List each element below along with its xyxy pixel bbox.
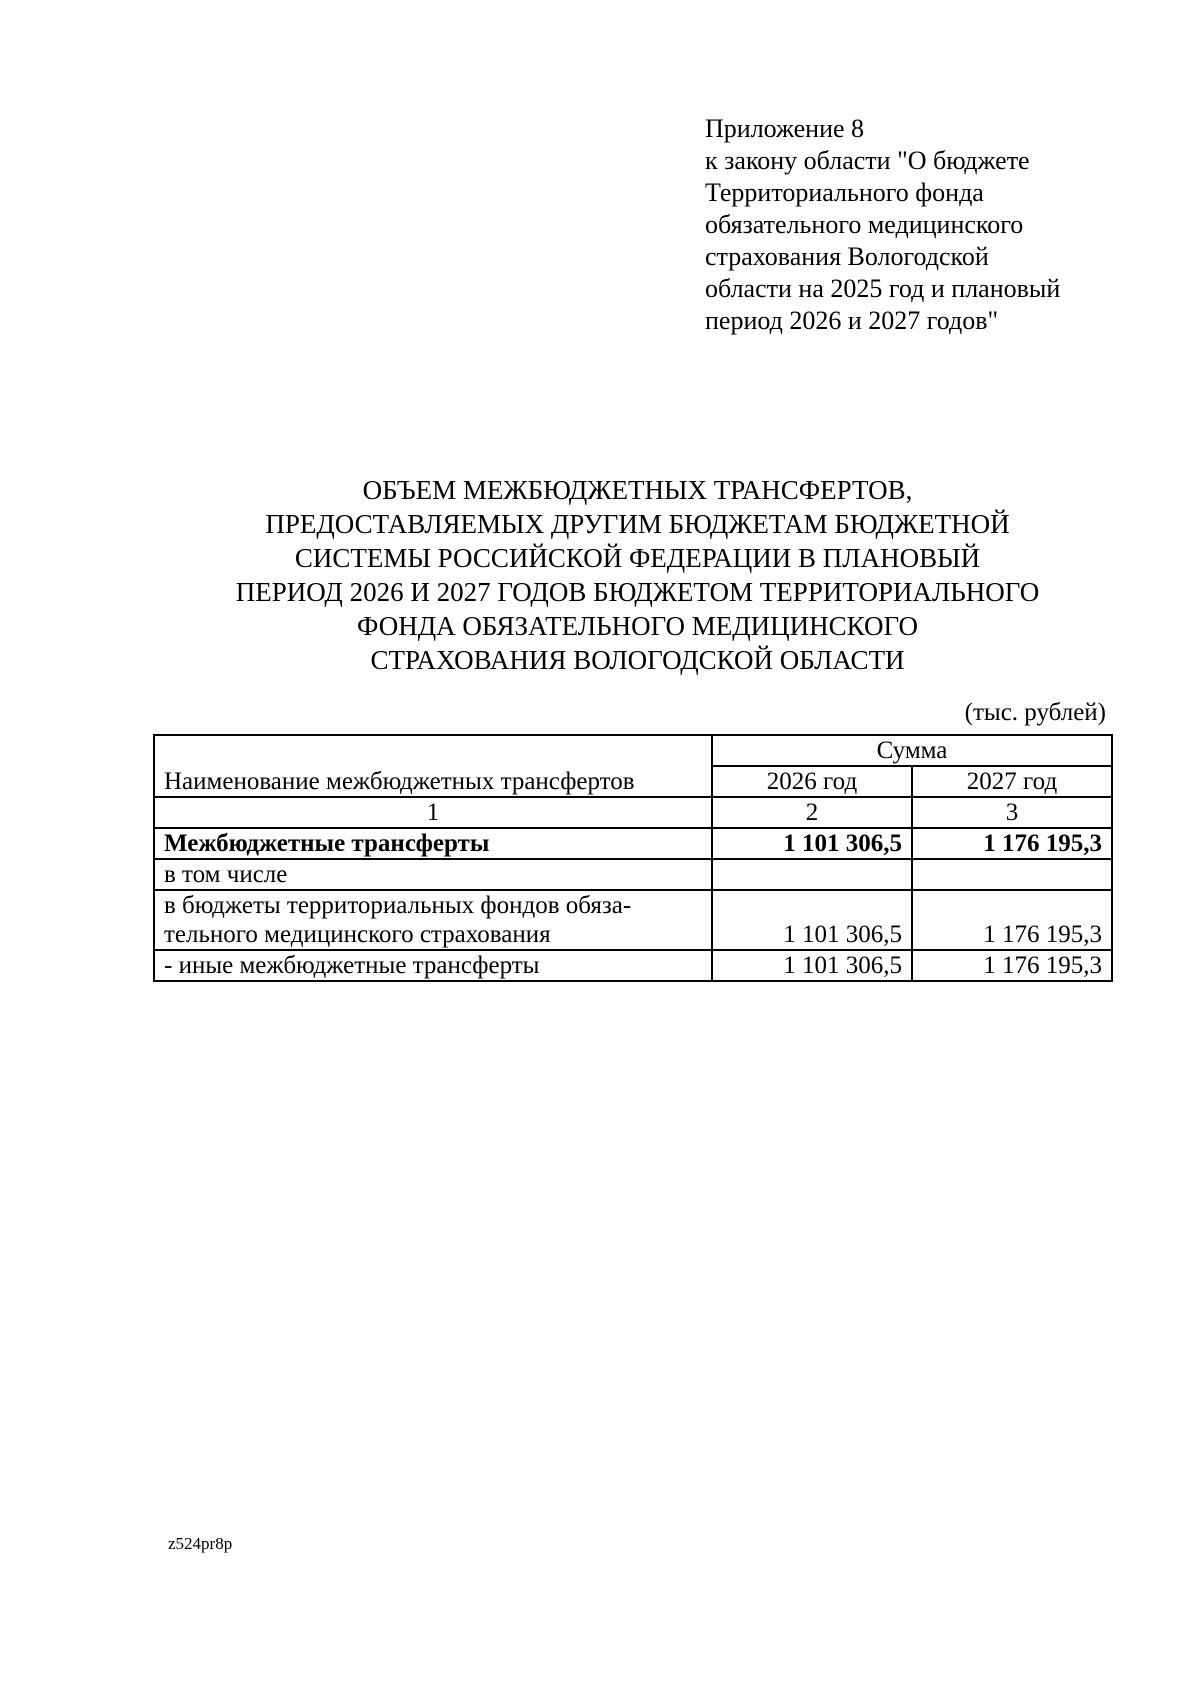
transfers-table <box>153 734 1113 982</box>
row-name: Межбюджетные трансферты <box>154 828 712 859</box>
row-value-2026 <box>712 859 912 890</box>
table-colnum-row <box>154 797 1112 828</box>
row-value-2026: 1 101 306,5 <box>712 950 912 981</box>
row-value-2026: 1 101 306,5 <box>712 890 912 950</box>
title-line: ОБЪЕМ МЕЖБЮДЖЕТНЫХ ТРАНСФЕРТОВ, <box>362 475 913 505</box>
header-year-2027: 2027 год <box>912 766 1112 797</box>
table-row-other-transfers <box>154 950 1112 981</box>
title-line: ФОНДА ОБЯЗАТЕЛЬНОГО МЕДИЦИНСКОГО <box>357 611 918 641</box>
header-sum-cell: Сумма <box>712 735 1112 766</box>
document-code: z524pr8p <box>168 1534 233 1553</box>
header-name-cell: Наименование межбюджетных трансфертов <box>154 735 712 797</box>
title-line: ПЕРИОД 2026 И 2027 ГОДОВ БЮДЖЕТОМ ТЕРРИТОРИАЛЬНОГО <box>235 577 1040 607</box>
col-number-1: 1 <box>154 797 712 828</box>
appendix-line: Территориального фонда <box>705 178 984 207</box>
title-line: СТРАХОВАНИЯ ВОЛОГОДСКОЙ ОБЛАСТИ <box>370 645 905 675</box>
row-name-line: тельного медицинского страхования <box>164 921 551 948</box>
appendix-line: обязательного медицинского <box>705 210 1024 239</box>
row-value-2026: 1 101 306,5 <box>712 828 912 859</box>
appendix-line: период 2026 и 2027 годов" <box>705 306 999 335</box>
col-number-2: 2 <box>712 797 912 828</box>
row-name-line: в бюджеты территориальных фондов обяза- <box>164 892 632 919</box>
appendix-line: Приложение 8 <box>705 114 865 143</box>
appendix-header <box>705 113 1145 337</box>
title-line: СИСТЕМЫ РОССИЙСКОЙ ФЕДЕРАЦИИ В ПЛАНОВЫЙ <box>294 543 981 573</box>
row-value-2027: 1 176 195,3 <box>912 950 1112 981</box>
row-value-2027 <box>912 859 1112 890</box>
row-value-2027: 1 176 195,3 <box>912 890 1112 950</box>
table-row-including <box>154 859 1112 890</box>
col-number-3: 3 <box>912 797 1112 828</box>
document-title <box>150 473 1125 677</box>
row-name <box>154 890 712 950</box>
appendix-line: области на 2025 год и плановый <box>705 274 1061 303</box>
units-label: (тыс. рублей) <box>964 699 1106 726</box>
appendix-line: страхования Вологодской <box>705 242 989 271</box>
row-value-2027: 1 176 195,3 <box>912 828 1112 859</box>
header-year-2026: 2026 год <box>712 766 912 797</box>
appendix-line: к закону области "О бюджете <box>705 146 1030 175</box>
table-row-total <box>154 828 1112 859</box>
table-row-territorial-funds <box>154 890 1112 950</box>
table-header-row <box>154 735 1112 766</box>
row-name: - иные межбюджетные трансферты <box>154 950 712 981</box>
row-name: в том числе <box>154 859 712 890</box>
title-line: ПРЕДОСТАВЛЯЕМЫХ ДРУГИМ БЮДЖЕТАМ БЮДЖЕТНОЙ <box>265 509 1010 539</box>
